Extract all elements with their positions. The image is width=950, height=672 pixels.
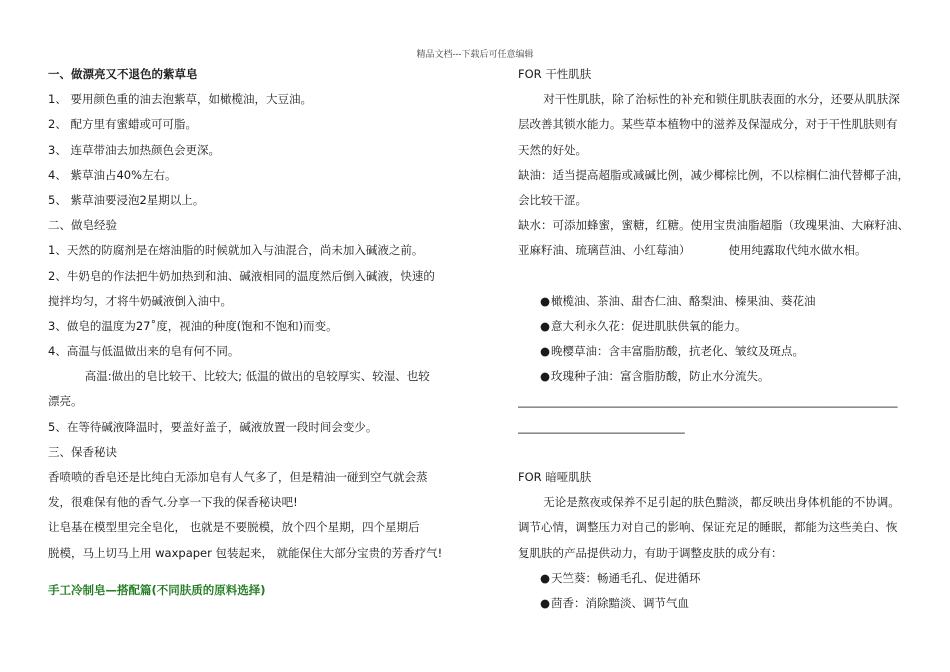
paragraph-line: 缺油：适当提高超脂或减碱比例，减少椰棕比例，不以棕榈仁油代替椰子油， (518, 167, 909, 182)
section-title: 三、保香秘诀 (48, 444, 117, 459)
bullet-icon: ● (540, 344, 551, 359)
bullet-icon: ● (540, 318, 551, 333)
section-title: FOR 干性肌肤 (518, 67, 592, 81)
paragraph-line: 让皂基在模型里完全皂化， 也就是不要脱模，放个四个星期，四个星期后 (48, 520, 420, 535)
list-item-text: 茴香：消除黯淡、调节气血 (551, 595, 690, 610)
bullet-icon: ● (540, 369, 551, 384)
right-column (518, 62, 926, 616)
bullet-icon: ● (540, 293, 551, 308)
list-item-text: 玫瑰种子油：富含脂肪酸，防止水分流失。 (551, 369, 770, 384)
paragraph-line: 层改善其锁水能力。某些草本植物中的滋养及保湿成分，对于干性肌肤则有 (518, 117, 898, 132)
list-item-text: 意大利永久花：促进肌肤供氧的能力。 (551, 318, 747, 333)
list-item: 3、 连草带油去加热颜色会更深。 (48, 142, 220, 157)
list-item: 5、 紫草油要浸泡2星期以上。 (48, 192, 205, 207)
list-item (518, 289, 926, 314)
list-item (518, 566, 926, 591)
list-item-text: 晚樱草油：含丰富脂肪酸，抗老化、皱纹及斑点。 (551, 344, 805, 359)
section-title: FOR 暗哑肌肤 (518, 470, 592, 484)
list-item: 2、 配方里有蜜蜡或可可脂。 (48, 117, 197, 132)
paragraph-line: 漂亮。 (48, 394, 83, 409)
list-item: 4、 紫草油占40%左右。 (48, 167, 177, 182)
paragraph-line: 会比较干涩。 (518, 192, 587, 207)
list-item: 1、 要用颜色重的油去泡紫草，如橄榄油，大豆油。 (48, 92, 312, 107)
section-title: 二、做皂经验 (48, 218, 117, 233)
section-title: 一、做漂亮又不退色的紫草皂 (48, 67, 198, 81)
paragraph-line: 调节心情，调整压力对自己的影响、保证充足的睡眠，都能为这些美白、恢 (518, 520, 898, 535)
paragraph-line: 复肌肤的产品提供动力，有助于调整皮肤的成分有： (518, 545, 783, 560)
paragraph-line: 3、做皂的温度为27˚度，视油的种度(饱和不饱和)而变。 (48, 318, 338, 333)
paragraph-line: 发，很难保有他的香气.分享一下我的保香秘诀吧! (48, 495, 298, 510)
paragraph-line: 搅拌均匀，才将牛奶碱液倒入油中。 (48, 293, 232, 308)
paragraph-line (518, 238, 926, 263)
left-column (48, 62, 453, 603)
paragraph-line: 1、天然的防腐剂是在熔油脂的时候就加入与油混合，尚未加入碱液之前。 (48, 243, 424, 258)
paragraph-line: 对干性肌肤，除了治标性的补充和锁住肌肤表面的水分，还要从肌肤深 (543, 92, 900, 107)
bullet-icon: ● (540, 570, 551, 585)
list-item (518, 339, 926, 364)
divider-line: __________________________________________________________________ (518, 394, 898, 409)
divider-line: _____________________________ (518, 419, 685, 434)
list-item (518, 314, 926, 339)
paragraph-line: 天然的好处。 (518, 142, 587, 157)
paragraph-line: 4、高温与低温做出来的皂有何不同。 (48, 344, 240, 359)
bullet-icon: ● (540, 595, 551, 610)
list-item (518, 364, 926, 389)
list-item (518, 591, 926, 616)
paragraph-line: 高温:做出的皂比较干、比较大; 低温的做出的皂较厚实、较湿、也较 (84, 369, 430, 384)
paragraph-line: 2、牛奶皂的作法把牛奶加热到和油、碱液相同的温度然后倒入碱液，快速的 (48, 268, 435, 283)
list-item-text: 橄榄油、茶油、甜杏仁油、酪梨油、榛果油、葵花油 (551, 293, 816, 308)
paragraph-line: 香喷喷的香皂还是比纯白无添加皂有人气多了，但是精油一碰到空气就会蒸 (48, 470, 428, 484)
paragraph-line: 无论是熬夜或保养不足引起的肤色黯淡，都反映出身体机能的不协调。 (543, 495, 900, 510)
text-segment: 使用纯露取代纯水做水相。 (728, 243, 867, 258)
list-item-text: 天竺葵：畅通毛孔、促进循环 (551, 570, 701, 585)
paragraph-line: 脱模，马上切马上用 waxpaper 包装起来， 就能保住大部分宝贵的芳香疗气! (48, 545, 443, 560)
paragraph-line: 5、在等待碱液降温时，要盖好盖子，碱液放置一段时间会变少。 (48, 419, 378, 434)
paragraph-line: 缺水：可添加蜂蜜，蜜糖，红糖。使用宝贵油脂超脂（玫瑰果油、大麻籽油、 (518, 218, 909, 233)
text-segment: 亚麻籽油、琉璃苣油、小红莓油） (518, 243, 691, 258)
section-title-green: 手工冷制皂—搭配篇(不同肤质的原料选择) (48, 582, 266, 597)
page-header: 精品文档---下载后可任意编辑 (416, 50, 534, 60)
